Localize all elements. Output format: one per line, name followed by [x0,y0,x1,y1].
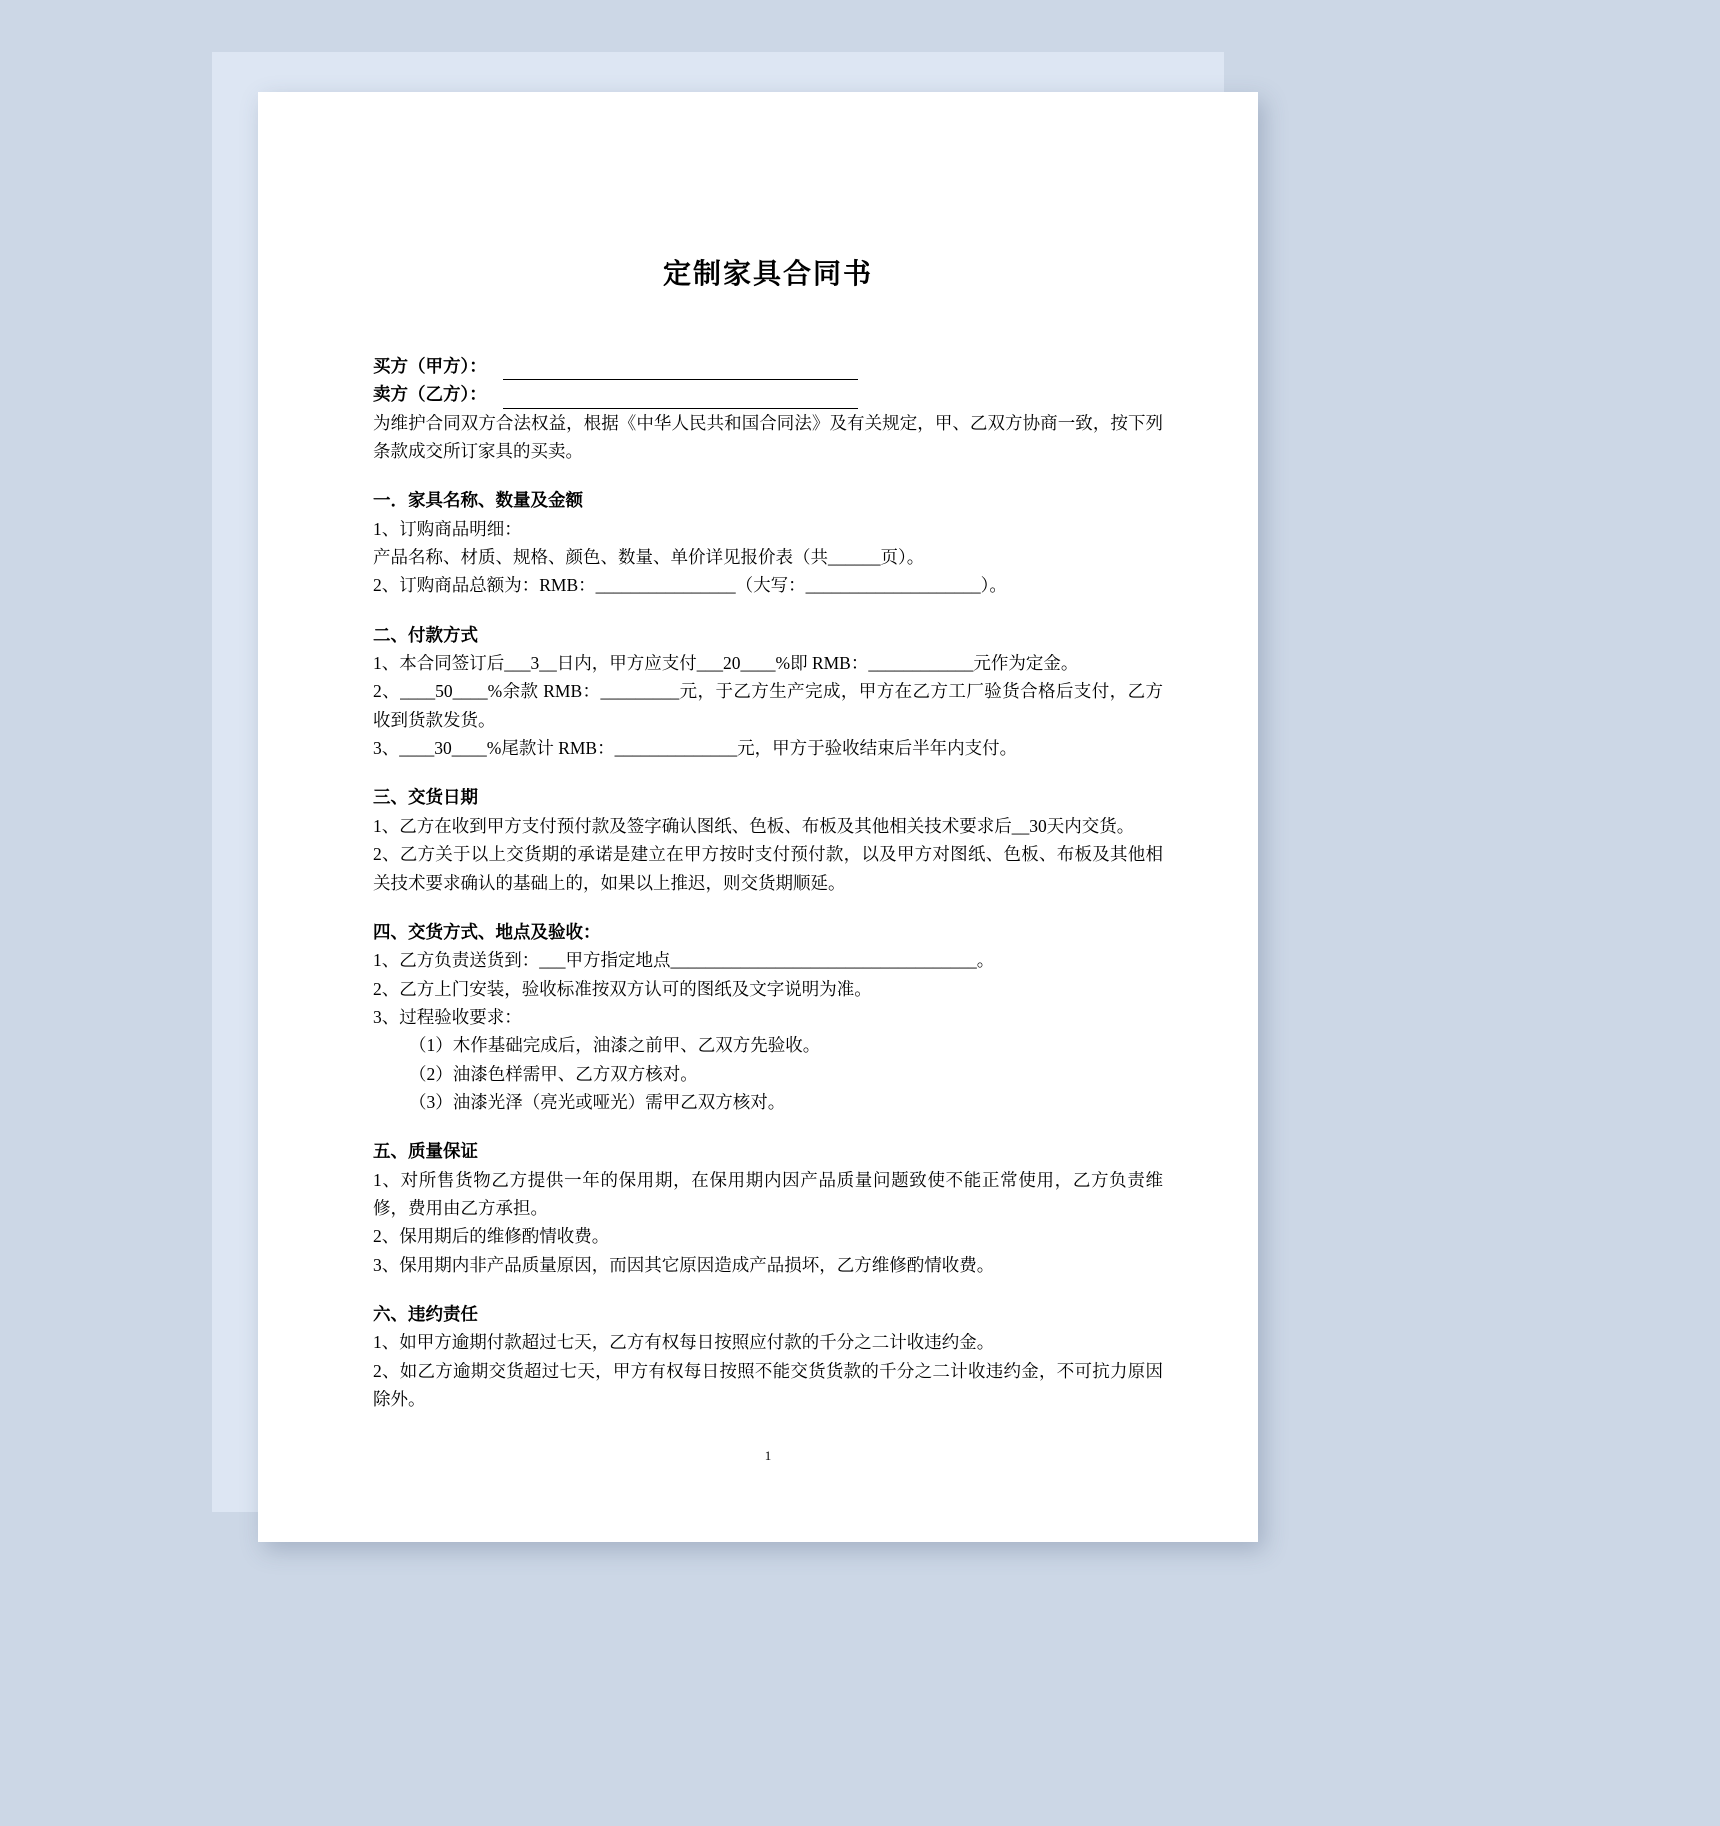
page-number: 1 [764,1448,772,1463]
section-2-line-3: 3、____30____%尾款计 RMB：______________元，甲方于验收结束后半年内支付。 [373,738,1018,759]
section-1-line-3: 2、订购商品总额为：RMB：________________（大写：____________________）。 [373,575,1007,596]
section-4-line-2: 2、乙方上门安装，验收标准按双方认可的图纸及文字说明为准。 [373,978,872,999]
section-3-heading: 三、交货日期 [373,787,478,808]
buyer-line [373,352,1163,380]
page-content [373,92,1163,1542]
section-6-line-2: 2、如乙方逾期交货超过七天，甲方有权每日按照不能交货货款的千分之二计收违约金，不可抗力原因除外。 [373,1360,1163,1409]
preamble-text: 为维护合同双方合法权益，根据《中华人民共和国合同法》及有关规定，甲、乙双方协商一致，按下列条款成交所订家具的买卖。 [373,412,1163,462]
section-4-heading: 四、交货方式、地点及验收： [373,921,601,942]
section-5-heading: 五、质量保证 [373,1141,478,1162]
section-1-line-2: 产品名称、材质、规格、颜色、数量、单价详见报价表（共______页）。 [373,547,925,568]
seller-line [373,380,1163,408]
section-2-line-1: 1、本合同签订后___3__日内，甲方应支付___20____%即 RMB：____________元作为定金。 [373,653,1079,674]
section-1-heading: 一．家具名称、数量及金额 [373,490,583,511]
seller-label: 卖方（乙方）： [373,384,487,405]
section-4-line-1: 1、乙方负责送货到：___甲方指定地点___________________________________。 [373,950,995,971]
section-4-line-3: 3、过程验收要求： [373,1006,522,1027]
section-5-line-1: 1、对所售货物乙方提供一年的保用期，在保用期内因产品质量问题致使不能正常使用，乙方负责维修，费用由乙方承担。 [373,1169,1163,1218]
section-2-heading: 二、付款方式 [373,624,478,645]
buyer-value-field[interactable] [503,362,858,381]
document-page [258,92,1258,1542]
section-1-line-1: 1、订购商品明细： [373,518,522,539]
section-3-line-1: 1、乙方在收到甲方支付预付款及签字确认图纸、色板、布板及其他相关技术要求后__30天内交货。 [373,815,1135,836]
section-5-line-2: 2、保用期后的维修酌情收费。 [373,1226,610,1247]
section-3-line-2: 2、乙方关于以上交货期的承诺是建立在甲方按时支付预付款，以及甲方对图纸、色板、布板及其他相关技术要求确认的基础上的，如果以上推迟，则交货期顺延。 [373,844,1163,893]
section-5-line-3: 3、保用期内非产品质量原因，而因其它原因造成产品损坏，乙方维修酌情收费。 [373,1254,995,1275]
section-4-sub-3: （3）油漆光泽（亮光或哑光）需甲乙双方核对。 [409,1091,786,1112]
document-body [373,352,1163,1413]
section-2-line-2: 2、____50____%余款 RMB：_________元，于乙方生产完成，甲方在乙方工厂验货合格后支付，乙方收到货款发货。 [373,681,1163,730]
section-4-sub-1: （1）木作基础完成后，油漆之前甲、乙双方先验收。 [409,1035,821,1056]
section-6-line-1: 1、如甲方逾期付款超过七天，乙方有权每日按照应付款的千分之二计收违约金。 [373,1332,995,1353]
section-4-sub-2: （2）油漆色样需甲、乙方双方核对。 [409,1063,698,1084]
seller-value-field[interactable] [503,390,858,409]
buyer-label: 买方（甲方）： [373,356,487,376]
page-title: 定制家具合同书 [662,258,873,289]
section-6-heading: 六、违约责任 [373,1303,478,1324]
